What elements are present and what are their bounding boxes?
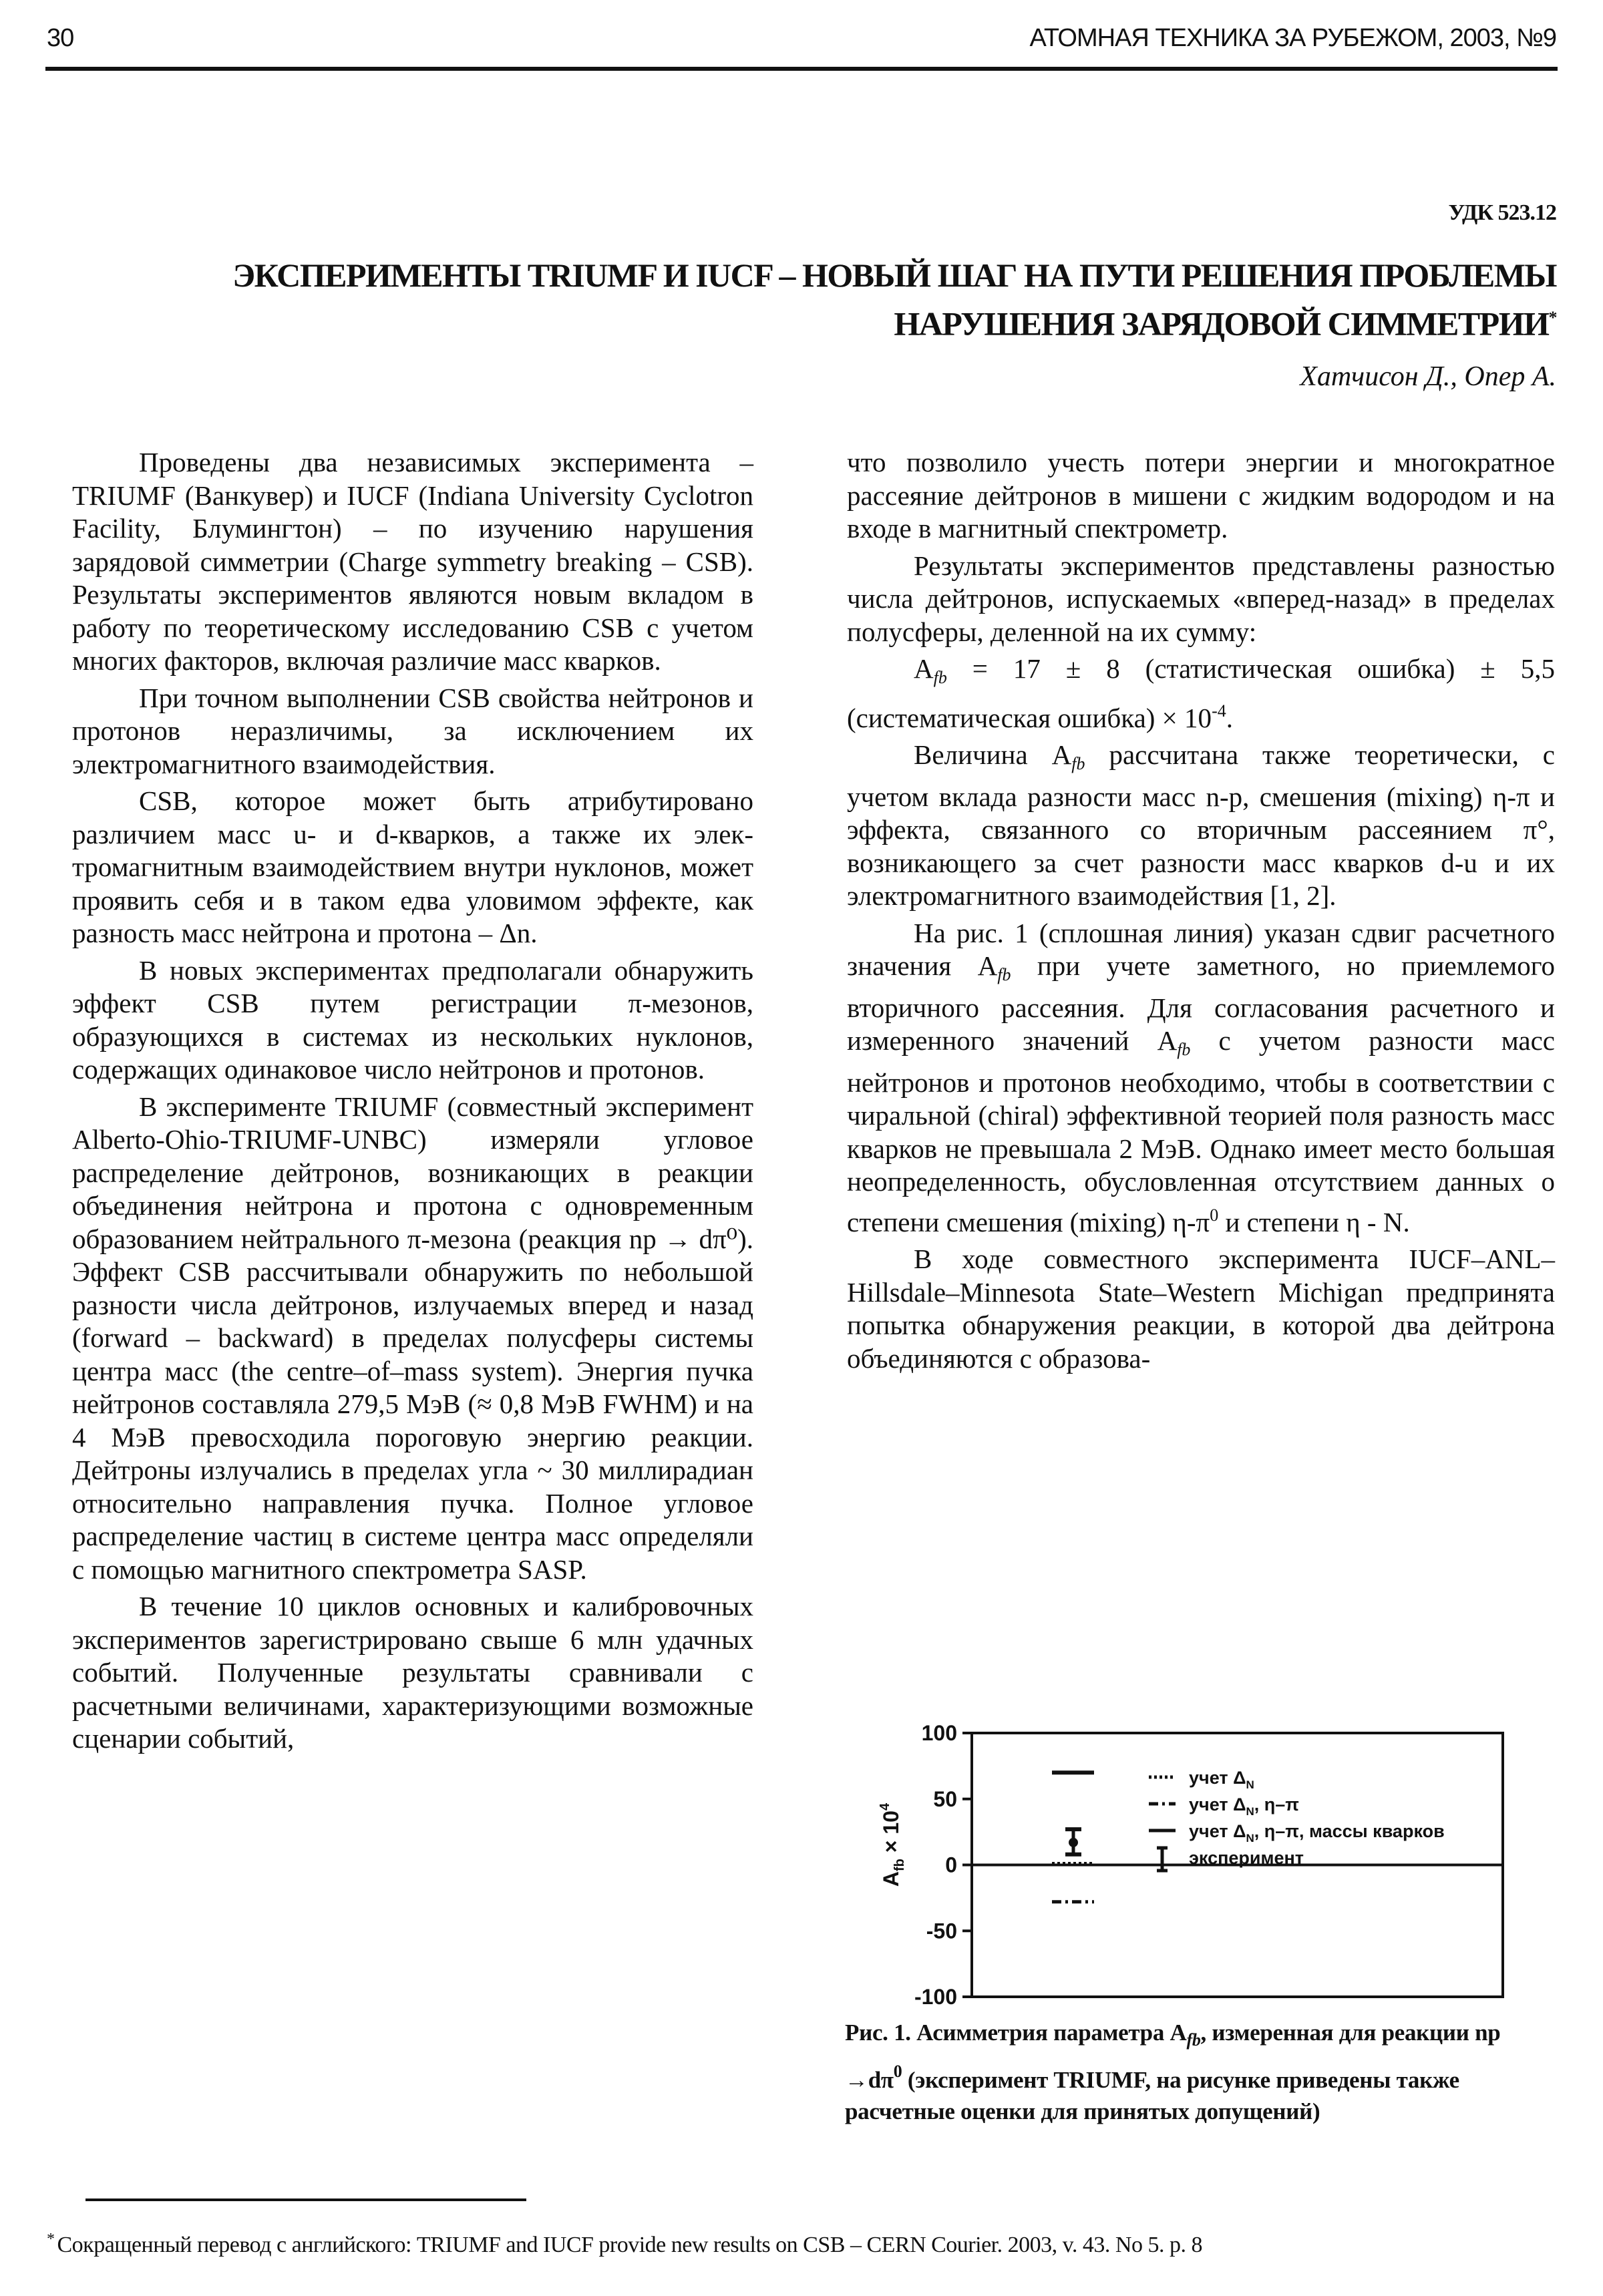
footnote-rule xyxy=(85,2198,526,2201)
formula: $A_{fb} = 17 \pm 8$ (статистическая ошибка) ± 5,5 (систематическая ошибка) × $10^{-4}$. xyxy=(847,653,1555,733)
footnote xyxy=(47,2231,1583,2258)
running-head xyxy=(47,19,1556,59)
right-column xyxy=(847,446,1555,1379)
footnote-mark: * xyxy=(47,2231,55,2248)
paragraph: При точном выполнении CSB свойства нейтронов и протонов неразличимы, за исключением их электромагнитного взаимодействия. xyxy=(72,682,753,779)
paragraph: В эксперименте TRIUMF (совместный эксперимент Alberto-Ohio-TRIUMF-UNBC) измеряли угловое распределение дейтронов, возникающих в реакции объединения нейтрона и протона с одновременным образованием нейтрального π-мезона (реакция np → dπ⁰). Эффект CSB рассчитывали обнаружить по небольшой разности числа дейтронов, излучаемых вперед и назад (forward – backward) в пределах полусферы системы центра масс (the centre–of–mass system). Энергия пучка нейтронов составляла 279,5 МэВ (≈ 0,8 МэВ FWHM) и на 4 МэВ превосходила пороговую энергию реакции. Дейтроны излучались в пределах угла ~ 30 миллирадиан относительно направления пучка. Полное угловое распределение частиц в системе центра масс определяли с помощью магнитного спектрометра SASP. xyxy=(72,1091,753,1585)
footnote-text: Сокращенный перевод с английского: TRIUMF and IUCF provide new results on CSB – CERN Courier. 2003, v. 43. No 5. p. 8 xyxy=(57,2233,1202,2257)
paragraph: Величина $A_{fb}$ рассчитана также теоретически, с учетом вклада разности масс n-p, смешения (mixing) η-π и эффекта, связанного со вторичным рассеянием π°, возникающего за счет разности масс кварков d-u и их электромагнитного взаимодействия [1, 2]. xyxy=(847,739,1555,911)
paragraph: В течение 10 циклов основных и калибровочных экспериментов зарегистрировано свыше 6 млн удачных событий. Полученные результаты сравнивали с расчетными величинами, характеризующими возможные сценарии событий, xyxy=(72,1591,753,1754)
paragraph: что позволило учесть потери энергии и многократное рассеяние дейтронов в мишени с жидким водородом и на входе в магнитный спектрометр. xyxy=(847,447,1555,544)
paragraph: CSB, которое может быть атрибутировано различием масс u- и d-кварков, а также их электромагнитным взаимодействием внутри нуклонов, может проявить себя и в таком едва уловимом эффекте, как разность масс нейтрона и протона – Δn. xyxy=(72,785,753,948)
header-rule xyxy=(45,67,1558,71)
authors: Хатчисон Д., Опер А. xyxy=(1300,361,1556,392)
figure-caption: Рис. 1. Асимметрия параметра $A_{fb}$, измеренная для реакции np $\to d\pi^0$ (эксперимент TRIUMF, на рисунке приведены также расчетные оценки для принятых допущений) xyxy=(845,2020,1501,2124)
journal-title: АТОМНАЯ ТЕХНИКА ЗА РУБЕЖОМ, 2003, №9 xyxy=(1029,24,1556,52)
chart-svg xyxy=(835,1700,1516,2014)
y-tick-label: -100 xyxy=(914,1985,957,2009)
title-line-1: ЭКСПЕРИМЕНТЫ TRIUMF И IUCF – НОВЫЙ ШАГ НА ПУТИ РЕШЕНИЯ ПРОБЛЕМЫ xyxy=(232,256,1556,294)
paragraph: На рис. 1 (сплошная линия) указан сдвиг расчетного значения $A_{fb}$ при учете заметного, но приемлемого вторичного рассеяния. Для согласования расчетного и измеренного значений $A_{fb}$ с учетом разности масс нейтронов и протонов необходимо, чтобы в соответствии с чиральной (chiral) эффективной теорией поля разность масс кварков не превышала 2 МэВ. Однако имеет место большая неопределенность, обусловленная отсутствием данных о степени смешения (mixing) $\eta-\pi^0$ и степени η - N. xyxy=(847,917,1555,1237)
legend-label: эксперимент xyxy=(1189,1848,1304,1868)
article-title xyxy=(120,254,1556,345)
footnote-marker[interactable]: * xyxy=(1548,308,1556,327)
paragraph: Проведены два независимых эксперимента – TRIUMF (Ванкувер) и IUCF (Indiana University Cyclotron Facility, Блумингтон) – по изучению нарушения зарядовой симметрии (Charge symmetry breaking – CSB). Результаты экспериментов являются новым вкладом в работу по теоретическому исследованию CSB с учетом многих факторов, включая различие масс кварков. xyxy=(72,447,753,676)
legend-label: учет $\Delta_N$, η–π xyxy=(1189,1794,1299,1818)
left-column xyxy=(72,446,753,1760)
udk-code: УДК 523.12 xyxy=(1448,200,1556,225)
y-tick-label: 0 xyxy=(945,1853,957,1877)
paragraph: Результаты экспериментов представлены разностью числа дейтронов, испускаемых «вперед-назад» в пределах полусферы, деленной на их сумму: xyxy=(847,550,1555,647)
paragraph: В ходе совместного эксперимента IUCF–ANL–Hillsdale–Minnesota State–Western Michigan предпринята попытка обнаружения реакции, в которой два дейтрона объединяются с образова- xyxy=(847,1243,1555,1374)
legend-label: учет $\Delta_N$ xyxy=(1189,1768,1254,1791)
y-axis-label: $A_{fb} \times 10^4$ xyxy=(878,1802,907,1887)
paragraph: В новых экспериментах предполагали обнаружить эффект CSB путем регистрации π-мезонов, образующихся в системах из нескольких нуклонов, содержащих одинаковое число нейтронов и протонов. xyxy=(72,954,753,1085)
figure-1-chart xyxy=(835,1700,1516,2014)
experiment-point xyxy=(1069,1838,1078,1847)
title-line-2: НАРУШЕНИЯ ЗАРЯДОВОЙ СИММЕТРИИ* xyxy=(894,305,1556,343)
y-tick-label: -50 xyxy=(926,1919,957,1943)
page-number: 30 xyxy=(47,24,74,52)
y-tick-label: 100 xyxy=(921,1721,957,1745)
legend-label: учет $\Delta_N$, η–π, массы кварков xyxy=(1189,1821,1445,1845)
y-tick-label: 50 xyxy=(933,1786,957,1811)
